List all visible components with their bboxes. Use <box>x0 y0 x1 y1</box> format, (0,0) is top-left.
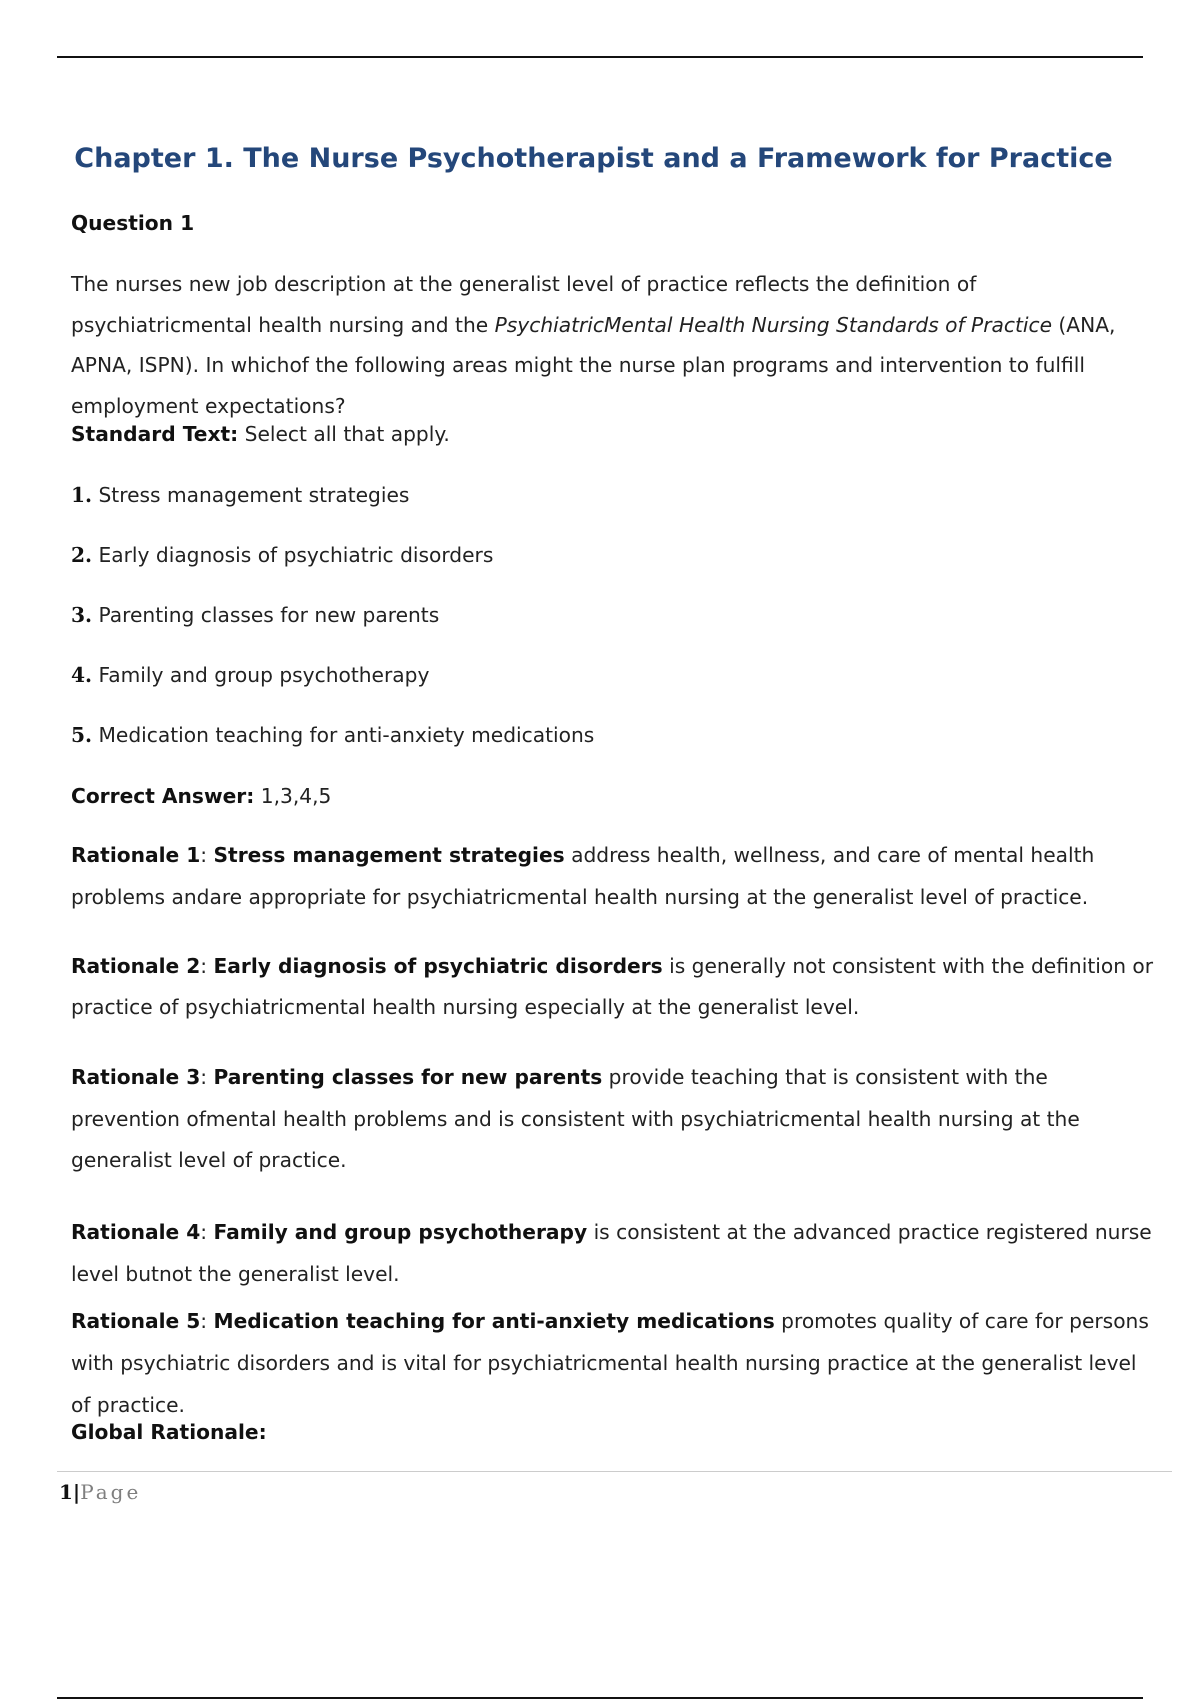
rationale-term: Family and group psychotherapy <box>213 1220 588 1244</box>
rationale-separator: : <box>200 843 214 867</box>
rationale-label: Rationale 1 <box>71 843 201 867</box>
question-text <box>71 264 1156 426</box>
option-1 <box>71 475 1156 515</box>
option-3 <box>71 595 1156 635</box>
option-number: 5. <box>71 723 93 747</box>
rationale-term: Parenting classes for new parents <box>213 1065 603 1089</box>
option-4 <box>71 655 1156 695</box>
rationale-text: provide teaching that is consistent with the prevention ofmental health problems and is consistent with psychiatricmental health nursing at the generalist level of practice. <box>71 1065 1080 1172</box>
correct-answer-label: Correct Answer: <box>71 784 255 808</box>
option-number: 4. <box>71 663 93 687</box>
question-text-part1: The nurses new job description at the generalist level of practice reflects the definition of psychiatricmental health nursing and the <box>71 272 977 337</box>
option-number: 1. <box>71 483 93 507</box>
rationale-term: Stress management strategies <box>213 843 565 867</box>
option-number: 3. <box>71 603 93 627</box>
page-word: Page <box>80 1480 142 1504</box>
rationale-term: Medication teaching for anti-anxiety medications <box>213 1309 775 1333</box>
correct-answer <box>71 776 1156 816</box>
rationale-text: promotes quality of care for persons with psychiatric disorders and is vital for psychiatricmental health nursing practice at the generalist level of practice. <box>71 1309 1149 1417</box>
global-rationale-label: Global Rationale: <box>71 1420 267 1444</box>
rationale-separator: : <box>200 1309 214 1333</box>
page-separator: | <box>72 1480 81 1504</box>
bottom-rule <box>57 1697 1143 1699</box>
option-text: Family and group psychotherapy <box>92 663 430 687</box>
rationale-2 <box>71 946 1156 1027</box>
correct-answer-value: 1,3,4,5 <box>254 784 332 808</box>
standard-text-label: Standard Text: <box>71 422 239 446</box>
rationale-separator: : <box>200 1220 214 1244</box>
footer-rule <box>57 1471 1172 1472</box>
option-number: 2. <box>71 543 93 567</box>
header-rule <box>57 56 1143 58</box>
question-text-italic: PsychiatricMental Health Nursing Standards of Practice <box>494 312 1053 337</box>
question-heading: Question 1 <box>71 211 195 235</box>
rationale-text: is generally not consistent with the definition or practice of psychiatricmental health nursing especially at the generalist level. <box>71 954 1154 1019</box>
rationale-separator: : <box>200 1065 214 1089</box>
option-text: Medication teaching for anti-anxiety medications <box>92 723 595 747</box>
rationale-label: Rationale 3 <box>71 1065 201 1089</box>
rationale-label: Rationale 2 <box>71 954 201 978</box>
rationale-separator: : <box>200 954 214 978</box>
chapter-title: Chapter 1. The Nurse Psychotherapist and a Framework for Practice <box>74 143 1113 174</box>
page-number: 1 <box>59 1480 73 1504</box>
rationale-text: is consistent at the advanced practice registered nurse level butnot the generalist level. <box>71 1220 1152 1286</box>
option-text: Stress management strategies <box>92 483 410 507</box>
rationale-label: Rationale 4 <box>71 1220 201 1244</box>
rationale-5 <box>71 1300 1156 1426</box>
option-text: Parenting classes for new parents <box>92 603 440 627</box>
question-text-part2: (ANA, APNA, ISPN). In whichof the following areas might the nurse plan programs and intervention to fulfill employment expectations? <box>71 312 1116 418</box>
standard-text <box>71 414 1156 454</box>
rationale-3 <box>71 1057 1156 1182</box>
option-5 <box>71 715 1156 755</box>
rationale-text: address health, wellness, and care of mental health problems andare appropriate for psychiatricmental health nursing at the generalist level of practice. <box>71 843 1095 909</box>
page-footer <box>59 1477 141 1507</box>
standard-text-value: Select all that apply. <box>238 422 450 446</box>
option-text: Early diagnosis of psychiatric disorders <box>92 543 494 567</box>
rationale-1 <box>71 834 1156 918</box>
rationale-label: Rationale 5 <box>71 1309 201 1333</box>
rationale-term: Early diagnosis of psychiatric disorders <box>213 954 663 978</box>
option-2 <box>71 535 1156 575</box>
rationale-4 <box>71 1212 1156 1295</box>
